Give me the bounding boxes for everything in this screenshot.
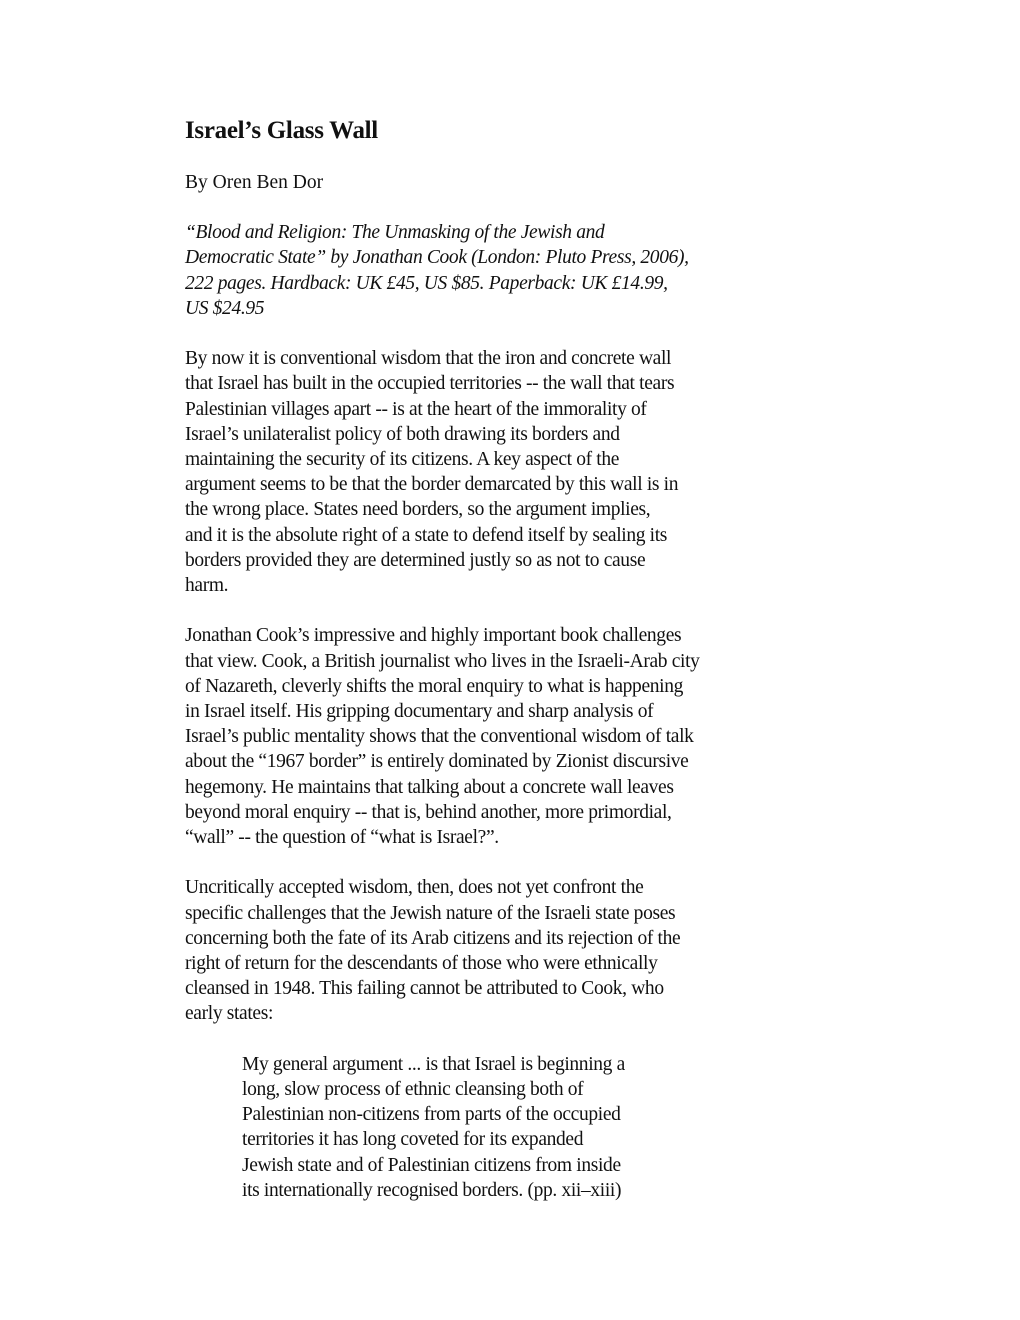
- book-citation: [185, 220, 765, 321]
- text-line: harm.: [185, 575, 229, 597]
- block-quote: [242, 1052, 765, 1203]
- text-line: borders provided they are determined justly so as not to cause: [185, 549, 646, 571]
- text-line: the wrong place. States need borders, so the argument implies,: [185, 499, 651, 521]
- quote-line: Palestinian non-citizens from parts of the occupied: [242, 1104, 621, 1126]
- text-line: Israel’s public mentality shows that the conventional wisdom of talk: [185, 726, 694, 748]
- paragraph-uncritical-wisdom: [185, 875, 765, 1026]
- text-line: Palestinian villages apart -- is at the heart of the immorality of: [185, 398, 647, 420]
- document-page: [185, 112, 765, 1228]
- text-line: and it is the absolute right of a state to defend itself by sealing its: [185, 524, 668, 546]
- text-line: beyond moral enquiry -- that is, behind another, more primordial,: [185, 801, 672, 823]
- text-line: Uncritically accepted wisdom, then, does not yet confront the: [185, 877, 644, 899]
- text-line: By now it is conventional wisdom that the iron and concrete wall: [185, 348, 672, 370]
- article-byline: By Oren Ben Dor: [185, 172, 324, 193]
- paragraph-conventional-wisdom: [185, 346, 765, 598]
- text-line: of Nazareth, cleverly shifts the moral enquiry to what is happening: [185, 675, 684, 697]
- article-title: Israel’s Glass Wall: [185, 117, 378, 144]
- text-line: “wall” -- the question of “what is Israel?”.: [185, 827, 499, 849]
- citation-line: US $24.95: [185, 297, 265, 319]
- quote-line: Jewish state and of Palestinian citizens from inside: [242, 1154, 621, 1176]
- text-line: in Israel itself. His gripping documentary and sharp analysis of: [185, 701, 654, 723]
- paragraph-cook-challenge: [185, 623, 765, 850]
- text-line: about the “1967 border” is entirely dominated by Zionist discursive: [185, 751, 689, 773]
- text-line: specific challenges that the Jewish nature of the Israeli state poses: [185, 902, 676, 924]
- text-line: early states:: [185, 1003, 274, 1025]
- quote-line: long, slow process of ethnic cleansing both of: [242, 1079, 584, 1101]
- citation-line: 222 pages. Hardback: UK £45, US $85. Paperback: UK £14.99,: [185, 272, 668, 294]
- text-line: hegemony. He maintains that talking about a concrete wall leaves: [185, 776, 674, 798]
- citation-line: Democratic State” by Jonathan Cook (London: Pluto Press, 2006),: [185, 247, 689, 269]
- text-line: maintaining the security of its citizens. A key aspect of the: [185, 449, 620, 471]
- text-line: that view. Cook, a British journalist who lives in the Israeli-Arab city: [185, 650, 700, 672]
- quote-line: My general argument ... is that Israel is beginning a: [242, 1053, 625, 1075]
- text-line: Israel’s unilateralist policy of both drawing its borders and: [185, 423, 620, 445]
- text-line: argument seems to be that the border demarcated by this wall is in: [185, 474, 679, 496]
- text-line: cleansed in 1948. This failing cannot be attributed to Cook, who: [185, 978, 664, 1000]
- quote-line: territories it has long coveted for its expanded: [242, 1129, 584, 1151]
- text-line: concerning both the fate of its Arab citizens and its rejection of the: [185, 927, 681, 949]
- text-line: that Israel has built in the occupied territories -- the wall that tears: [185, 373, 675, 395]
- text-line: Jonathan Cook’s impressive and highly important book challenges: [185, 625, 682, 647]
- citation-line: “Blood and Religion: The Unmasking of the Jewish and: [185, 222, 605, 244]
- text-line: right of return for the descendants of those who were ethnically: [185, 953, 658, 975]
- quote-line: its internationally recognised borders. (pp. xii–xiii): [242, 1179, 622, 1201]
